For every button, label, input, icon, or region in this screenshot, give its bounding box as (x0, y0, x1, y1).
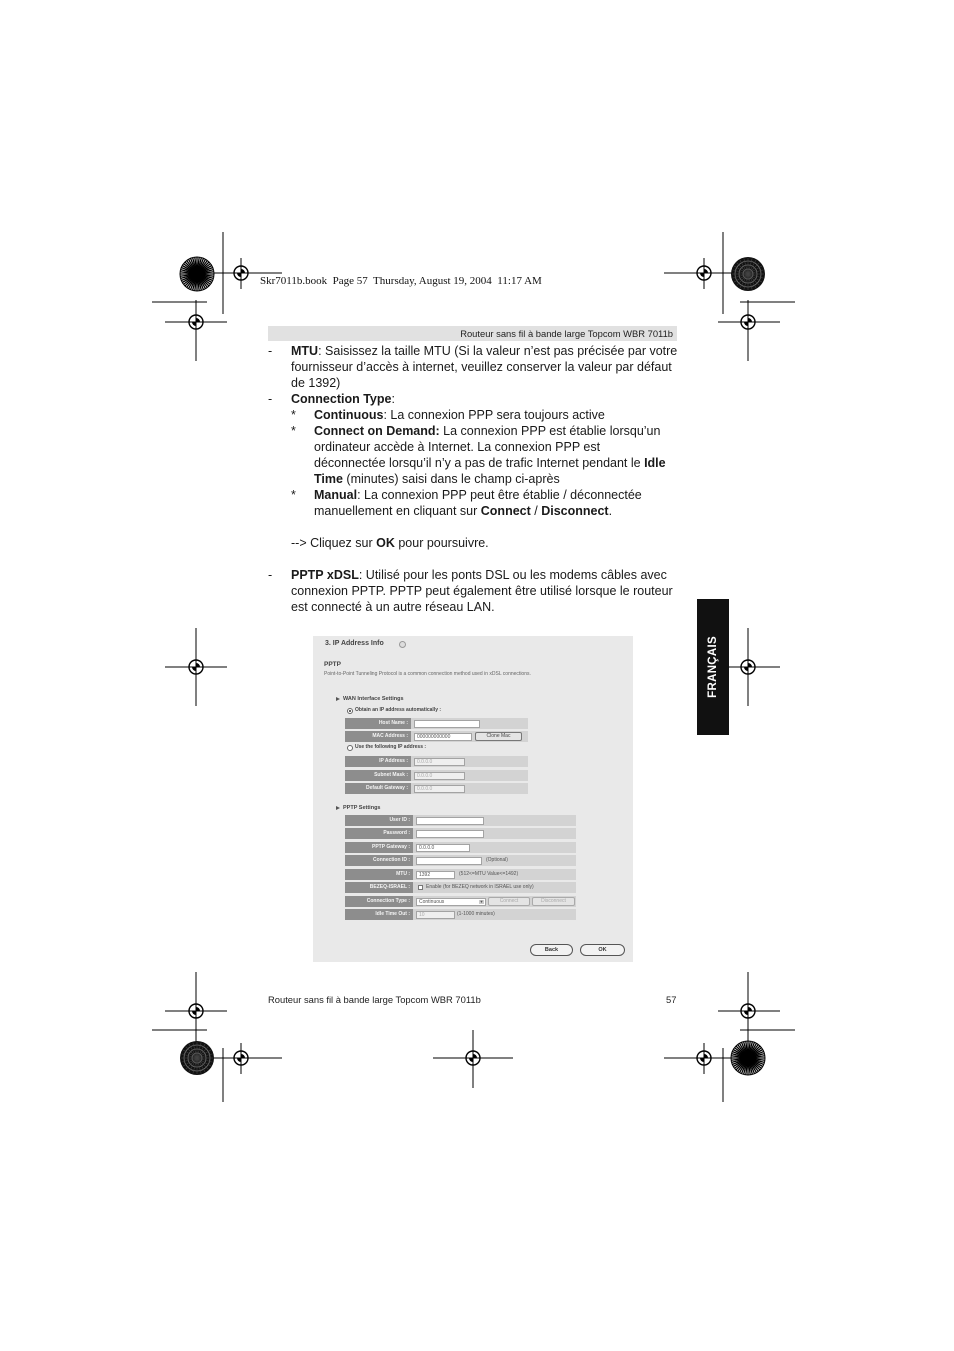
arrow-bullet-icon (336, 697, 340, 701)
mtu-text-line: de 1392) (291, 376, 341, 390)
print-slug: Skr7011b.book Page 57 Thursday, August 19, 2004 11:17 AM (260, 275, 542, 287)
connect-on-demand-text: déconnectée lorsqu’il n’y a pas de trafic Internet pendant le (314, 456, 645, 470)
mtu-hint: (512<=MTU Value<=1492) (459, 871, 519, 877)
pptp-gateway-row (345, 842, 576, 853)
mtu-text-line: fournisseur d’accès à internet, veuillez conserver la valeur par défaut (291, 360, 672, 374)
crosshair-center (237, 1054, 245, 1062)
pptp-xdsl-line (291, 567, 667, 583)
connection-type-row (345, 896, 576, 907)
mac-address-input[interactable]: 000000000000 (414, 733, 472, 741)
crosshair-center (192, 318, 200, 326)
crosshair-center (700, 1054, 708, 1062)
crosshair-center (192, 663, 200, 671)
mtu-term: MTU (291, 344, 319, 358)
idle-term: Idle (644, 456, 666, 470)
bullet-dash: - (268, 344, 273, 358)
clone-mac-button[interactable]: Clone Mac (475, 732, 522, 741)
disconnect-button[interactable]: Disconnect (532, 897, 575, 906)
ip-address-input[interactable]: 0.0.0.0 (414, 758, 465, 766)
mtu-input[interactable]: 1392 (416, 871, 455, 879)
bullet-star: * (291, 424, 296, 438)
pptp-xdsl-text-line: connexion PPTP. PPTP peut également être utilisé lorsque le routeur (291, 584, 673, 598)
idle-time-out-hint: (1-1000 minutes) (457, 911, 495, 917)
period: . (608, 504, 613, 518)
crosshair-center (744, 663, 752, 671)
mtu-label: MTU : (345, 869, 413, 880)
user-id-label: User ID : (345, 815, 413, 826)
crosshair-center (192, 1007, 200, 1015)
crosshair-center (744, 318, 752, 326)
mtu-line (291, 343, 677, 359)
pptp-xdsl-term: PPTP xDSL (291, 568, 359, 582)
password-row (345, 828, 576, 839)
connection-type-colon: : (391, 392, 395, 406)
bullet-dash: - (268, 392, 273, 406)
subnet-mask-label: Subnet Mask : (345, 770, 411, 781)
default-gateway-label: Default Gateway : (345, 783, 411, 794)
obtain-auto-label: Obtain an IP address automatically : (355, 707, 442, 713)
connect-button[interactable]: Connect (488, 897, 530, 906)
connect-on-demand-line (314, 423, 660, 439)
ip-address-row (345, 756, 528, 767)
connection-id-hint: (Optional) (486, 857, 508, 863)
connection-type-term: Connection Type (291, 392, 392, 406)
wan-heading: WAN Interface Settings (343, 696, 404, 702)
bezeq-enable-label: Enable (for BEZEQ network in ISRAEL use only) (426, 884, 534, 890)
running-header-bar (268, 326, 677, 341)
mode-title: PPTP (324, 661, 341, 668)
mac-address-label: MAC Address : (345, 731, 411, 742)
router-config-screenshot (313, 636, 633, 962)
bullet-star: * (291, 408, 296, 422)
connection-id-row (345, 855, 576, 866)
slash: / (530, 504, 542, 518)
pptp-heading: PPTP Settings (343, 805, 381, 811)
continuous-text: : La connexion PPP sera toujours active (383, 408, 605, 422)
arrow-bullet-icon (336, 806, 340, 810)
connection-type-line (291, 391, 395, 407)
manual-text-line (314, 503, 612, 519)
pptp-gateway-label: PPTP Gateway : (345, 842, 413, 853)
proceed-line (291, 535, 489, 551)
help-icon[interactable] (399, 641, 406, 648)
password-label: Password : (345, 828, 413, 839)
language-tab-label: FRANÇAIS (707, 636, 719, 698)
connect-on-demand-text-end: (minutes) saisi dans le champ ci-après (342, 472, 560, 486)
pptp-gateway-input[interactable]: 0.0.0.0 (416, 844, 470, 852)
time-term: Time (314, 472, 343, 486)
bullet-dash: - (268, 568, 273, 582)
default-gateway-row (345, 783, 528, 794)
mtu-row (345, 869, 576, 880)
connection-id-input[interactable] (416, 857, 482, 865)
back-button[interactable]: Back (530, 944, 573, 956)
section-title: 3. IP Address Info (325, 640, 384, 647)
mode-description: Point-to-Point Tunneling Protocol is a common connection method used in xDSL connections. (324, 671, 531, 677)
connection-type-label: Connection Type : (345, 896, 413, 907)
proceed-prefix: --> Cliquez sur (291, 536, 377, 550)
mac-address-row (345, 731, 528, 742)
bezeq-israel-row (345, 882, 576, 893)
continuous-line (314, 407, 605, 423)
connect-on-demand-text-line: ordinateur accède à Internet. La connexion PPP est (314, 440, 601, 454)
host-name-input[interactable] (414, 720, 480, 728)
idle-time-out-input[interactable]: 10 (416, 911, 455, 919)
default-gateway-input[interactable]: 0.0.0.0 (414, 785, 465, 793)
crosshair-center (700, 269, 708, 277)
proceed-suffix: pour poursuivre. (394, 536, 489, 550)
connect-on-demand-text: La connexion PPP est établie lorsqu’un (439, 424, 661, 438)
crosshair-center (469, 1054, 477, 1062)
chevron-down-icon: ▼ (479, 898, 484, 904)
crosshair-center (744, 1007, 752, 1015)
idle-time-out-label: Idle Time Out : (345, 909, 413, 920)
bezeq-enable-checkbox[interactable] (418, 885, 423, 890)
subnet-mask-row (345, 770, 528, 781)
subnet-mask-input[interactable]: 0.0.0.0 (414, 772, 465, 780)
connect-on-demand-text-line (314, 455, 666, 471)
connection-type-select[interactable] (416, 898, 486, 906)
connect-term: Connect (480, 504, 531, 518)
bezeq-israel-label: BEZEQ-ISRAEL : (345, 882, 413, 893)
manual-text: manuellement en cliquant sur (314, 504, 481, 518)
manual-text: : La connexion PPP peut être établie / déconnectée (357, 488, 642, 502)
language-side-tab (697, 599, 729, 735)
ip-address-label: IP Address : (345, 756, 411, 767)
idle-time-out-row (345, 909, 576, 920)
host-name-label: Host Name : (345, 718, 411, 729)
connection-type-value: Continuous (419, 898, 445, 905)
connection-id-label: Connection ID : (345, 855, 413, 866)
use-following-label: Use the following IP address : (355, 744, 427, 750)
mtu-text: : Saisissez la taille MTU (Si la valeur n’est pas précisée par votre (318, 344, 678, 358)
pptp-xdsl-text-line: est connecté à un autre réseau LAN. (291, 600, 495, 614)
user-id-row (345, 815, 576, 826)
user-id-input[interactable] (416, 817, 484, 825)
manual-line (314, 487, 642, 503)
password-input[interactable] (416, 830, 484, 838)
ok-button[interactable]: OK (580, 944, 625, 956)
obtain-auto-radio[interactable] (347, 708, 353, 714)
connect-on-demand-term: Connect on Demand: (314, 424, 440, 438)
bullet-star: * (291, 488, 296, 502)
footer-title: Routeur sans fil à bande large Topcom WBR 7011b (268, 994, 481, 1005)
use-following-radio[interactable] (347, 745, 353, 751)
ok-term: OK (376, 536, 395, 550)
running-header-title: Routeur sans fil à bande large Topcom WBR 7011b (460, 328, 673, 339)
host-name-row (345, 718, 528, 729)
crosshair-center (237, 269, 245, 277)
manual-term: Manual (314, 488, 358, 502)
continuous-term: Continuous (314, 408, 384, 422)
connect-on-demand-text-line (314, 471, 560, 487)
disconnect-term: Disconnect (541, 504, 609, 518)
pptp-xdsl-text: : Utilisé pour les ponts DSL ou les modems câbles avec (358, 568, 667, 582)
page-number: 57 (666, 994, 677, 1005)
